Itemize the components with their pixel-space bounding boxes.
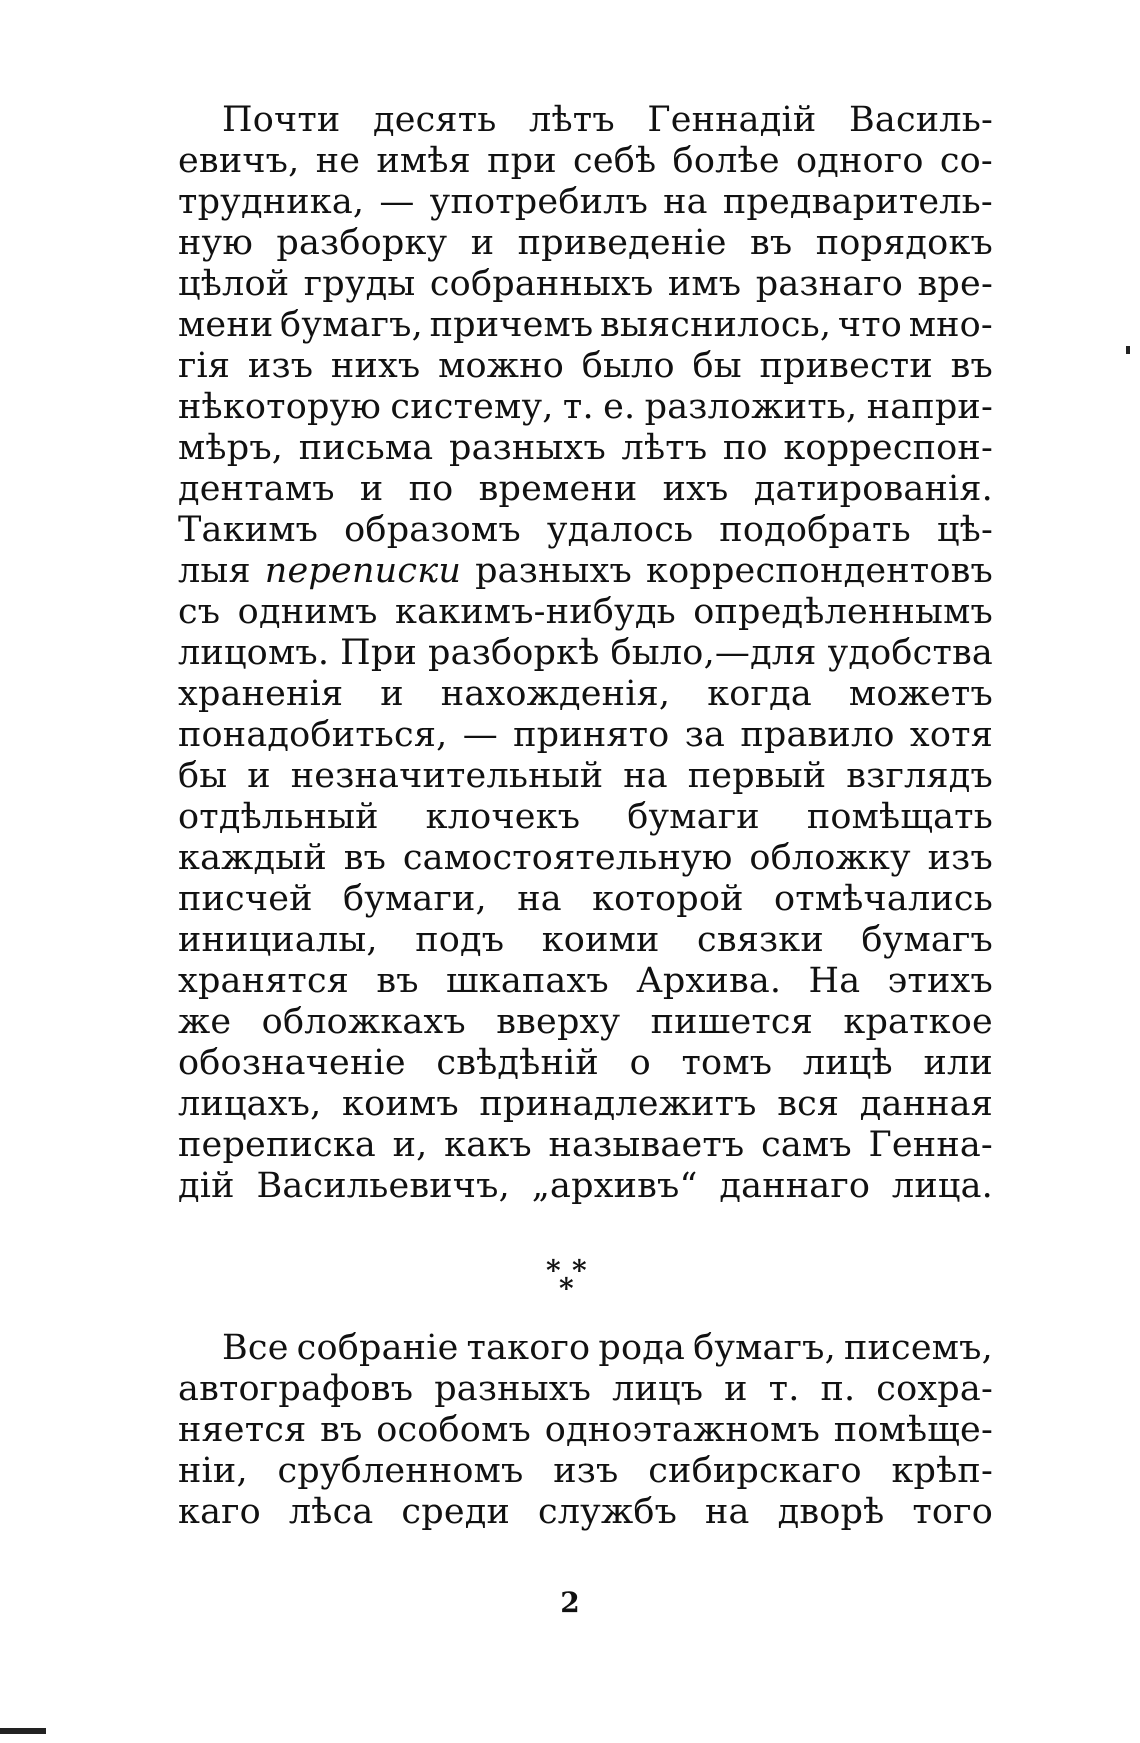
word: приведеніе: [517, 223, 727, 263]
word: каждый: [178, 838, 327, 878]
text-line: [178, 264, 993, 305]
word: на: [517, 879, 562, 919]
text-line: [178, 346, 993, 387]
word: На: [808, 961, 861, 1001]
word: разнаго: [755, 264, 904, 304]
word: употребилъ: [429, 182, 649, 222]
word: и,: [392, 1125, 428, 1165]
word: при: [487, 141, 557, 181]
word: что: [837, 305, 903, 345]
word: Почти: [222, 100, 341, 140]
word: собранныхъ: [429, 264, 654, 304]
word: въ: [343, 838, 387, 878]
svg-text:*: *: [559, 1272, 574, 1304]
word: одного: [795, 141, 924, 181]
word: взглядъ: [846, 756, 993, 796]
svg-text:*: *: [572, 1258, 587, 1287]
page-number: 2: [560, 1586, 580, 1619]
word: какимъ-нибудь: [395, 592, 676, 632]
word: не: [315, 141, 361, 181]
word: коимъ: [342, 1084, 459, 1124]
paragraph-2: [178, 1328, 993, 1533]
word: за: [684, 715, 726, 755]
word: груды: [303, 264, 416, 304]
text-line: [178, 1410, 993, 1451]
text-line: [178, 1492, 993, 1533]
word: разныхъ: [475, 551, 633, 591]
word: было,—для: [610, 633, 817, 673]
word: на: [623, 756, 668, 796]
word: съ: [178, 592, 221, 632]
word: выяснилось,: [600, 305, 832, 345]
word: мени: [178, 305, 274, 345]
text-line: [178, 223, 993, 264]
word: привести: [759, 346, 933, 386]
word: понадобиться,: [178, 715, 448, 755]
word: даннаго: [719, 1166, 871, 1206]
word: самъ: [761, 1125, 852, 1165]
svg-text:*: *: [546, 1258, 561, 1287]
word: письма: [298, 428, 434, 468]
text-line: [178, 1043, 993, 1084]
text-line: [178, 1166, 993, 1207]
word: себѣ: [573, 141, 657, 181]
word: на: [663, 182, 708, 222]
word: ихъ: [662, 469, 729, 509]
text-line: [178, 141, 993, 182]
word: цѣ-: [936, 510, 993, 550]
text-line: [178, 961, 993, 1002]
word: такого: [466, 1328, 591, 1368]
text-line: [178, 428, 993, 469]
word: датированія.: [753, 469, 993, 509]
word: лѣтъ: [529, 100, 615, 140]
word: и: [470, 223, 495, 263]
word: можно: [438, 346, 564, 386]
word: сибирскаго: [648, 1451, 862, 1491]
word: того: [912, 1492, 993, 1532]
word: лицѣ: [802, 1043, 893, 1083]
word: изъ: [927, 838, 993, 878]
word: разборкѣ: [428, 633, 600, 673]
word: разныхъ: [448, 428, 606, 468]
word: особомъ: [376, 1410, 531, 1450]
word: пишется: [650, 1002, 814, 1042]
text-line: [178, 1002, 993, 1043]
word: въ: [950, 346, 993, 386]
word: однимъ: [237, 592, 378, 632]
word: отмѣчались: [773, 879, 993, 919]
word: имѣя: [376, 141, 471, 181]
text-line: [178, 551, 993, 592]
word: среди: [401, 1492, 511, 1532]
word: со-: [939, 141, 993, 181]
word: связки: [697, 920, 824, 960]
word: называетъ: [548, 1125, 745, 1165]
word: Василь-: [848, 100, 993, 140]
word: —: [379, 182, 415, 222]
word: вся: [777, 1084, 840, 1124]
word: трудника,: [178, 182, 365, 222]
scan-mark: [1126, 346, 1130, 354]
word: корреспон-: [783, 428, 993, 468]
word: этихъ: [887, 961, 993, 1001]
section-separator: [0, 1258, 1140, 1310]
word: инициалы,: [178, 920, 378, 960]
word: десять: [372, 100, 497, 140]
text-line: [178, 879, 993, 920]
word: переписки: [264, 551, 462, 591]
word: по: [722, 428, 768, 468]
word: дій: [178, 1166, 235, 1206]
word: незначительный: [290, 756, 604, 796]
word: т.: [562, 387, 594, 427]
word: систему,: [390, 387, 554, 427]
text-line: [178, 1451, 993, 1492]
text-line: [178, 387, 993, 428]
word: нѣкоторую: [178, 387, 382, 427]
word: правило: [740, 715, 895, 755]
word: вверху: [496, 1002, 621, 1042]
word: писчей: [178, 879, 313, 919]
text-line: [178, 305, 993, 346]
word: гія: [178, 346, 231, 386]
word: первый: [687, 756, 827, 796]
word: коими: [541, 920, 660, 960]
word: —: [462, 715, 498, 755]
text-line: [178, 1369, 993, 1410]
word: въ: [376, 961, 419, 1001]
word: и: [724, 1369, 748, 1409]
word: одноэтажномъ: [544, 1410, 821, 1450]
word: было: [581, 346, 675, 386]
word: лицомъ.: [178, 633, 330, 673]
word: нахожденія,: [440, 674, 671, 714]
word: т.: [768, 1369, 800, 1409]
word: томъ: [681, 1043, 773, 1083]
word: мно-: [908, 305, 993, 345]
text-line: [178, 633, 993, 674]
word: и: [359, 469, 384, 509]
word: бумагъ,: [693, 1328, 836, 1368]
word: шкапахъ: [446, 961, 609, 1001]
word: отдѣльный: [178, 797, 379, 837]
text-line: [178, 920, 993, 961]
scan-mark: [0, 1728, 46, 1734]
paragraph-1: [178, 100, 993, 1207]
word: клочекъ: [425, 797, 581, 837]
asterism-icon: [540, 1258, 600, 1304]
word: бумагъ: [861, 920, 993, 960]
word: причемъ: [429, 305, 594, 345]
word: обложкахъ: [261, 1002, 466, 1042]
word: срубленномъ: [277, 1451, 524, 1491]
word: „архивъ“: [531, 1166, 698, 1206]
text-line: [178, 797, 993, 838]
word: какъ: [444, 1125, 532, 1165]
word: хотя: [909, 715, 993, 755]
word: самостоятельную: [402, 838, 733, 878]
word: сохра-: [876, 1369, 993, 1409]
word: крѣп-: [891, 1451, 993, 1491]
word: ную: [178, 223, 253, 263]
text-line: [178, 100, 993, 141]
word: разборку: [276, 223, 448, 263]
word: лѣтъ: [621, 428, 708, 468]
word: автографовъ: [178, 1369, 414, 1409]
word: мѣръ,: [178, 428, 284, 468]
word: обложку: [749, 838, 911, 878]
word: въ: [320, 1410, 363, 1450]
text-line: [178, 182, 993, 223]
word: Архива.: [636, 961, 782, 1001]
text-line: [178, 1125, 993, 1166]
word: изъ: [553, 1451, 619, 1491]
word: лыя: [178, 551, 251, 591]
word: няется: [178, 1410, 307, 1450]
word: образомъ: [344, 510, 521, 550]
word: изъ: [247, 346, 314, 386]
word: бы: [692, 346, 742, 386]
word: собраніе: [296, 1328, 459, 1368]
word: бумаги,: [342, 879, 487, 919]
word: когда: [707, 674, 812, 714]
word: имъ: [667, 264, 742, 304]
word: же: [178, 1002, 232, 1042]
word: принадлежитъ: [479, 1084, 757, 1124]
word: подобрать: [719, 510, 911, 550]
word: хранятся: [178, 961, 350, 1001]
word: ніи,: [178, 1451, 248, 1491]
word: опредѣленнымъ: [693, 592, 993, 632]
word: помѣщать: [806, 797, 993, 837]
word: лицъ: [612, 1369, 704, 1409]
word: п.: [820, 1369, 856, 1409]
word: дворѣ: [777, 1492, 885, 1532]
word: напри-: [866, 387, 993, 427]
word: обозначеніе: [178, 1043, 406, 1083]
word: предваритель-: [722, 182, 993, 222]
word: вре-: [917, 264, 993, 304]
word: службъ: [537, 1492, 678, 1532]
word: Такимъ: [178, 510, 319, 550]
word: писемъ,: [843, 1328, 993, 1368]
word: е.: [603, 387, 636, 427]
word: лица.: [891, 1166, 993, 1206]
word: бумагъ,: [280, 305, 423, 345]
word: корреспондентовъ: [646, 551, 993, 591]
word: данная: [859, 1084, 993, 1124]
word: подъ: [415, 920, 505, 960]
word: Геннадій: [647, 100, 817, 140]
word: лицахъ,: [178, 1084, 322, 1124]
word: Все: [222, 1328, 289, 1368]
word: храненія: [178, 674, 344, 714]
word: краткое: [843, 1002, 993, 1042]
text-line: [178, 674, 993, 715]
word: нихъ: [330, 346, 421, 386]
word: лѣса: [288, 1492, 374, 1532]
word: евичъ,: [178, 141, 300, 181]
word: дентамъ: [178, 469, 335, 509]
word: можетъ: [848, 674, 993, 714]
word: принято: [513, 715, 670, 755]
text-line: [178, 592, 993, 633]
text-line: [178, 756, 993, 797]
word: Васильевичъ,: [256, 1166, 510, 1206]
word: о: [629, 1043, 651, 1083]
word: времени: [478, 469, 638, 509]
word: удобства: [827, 633, 993, 673]
text-line: [178, 715, 993, 756]
word: болѣе: [672, 141, 780, 181]
word: свѣдѣній: [436, 1043, 599, 1083]
word: и: [247, 756, 271, 796]
word: переписка: [178, 1125, 376, 1165]
word: цѣлой: [178, 264, 290, 304]
text-line: [178, 838, 993, 879]
word: удалось: [546, 510, 694, 550]
text-line: [178, 1328, 993, 1369]
word: или: [923, 1043, 993, 1083]
text-line: [178, 510, 993, 551]
word: разложить,: [644, 387, 858, 427]
word: на: [705, 1492, 750, 1532]
word: бы: [178, 756, 228, 796]
word: При: [340, 633, 418, 673]
text-line: [178, 469, 993, 510]
word: рода: [598, 1328, 686, 1368]
word: и: [380, 674, 404, 714]
word: каго: [178, 1492, 261, 1532]
word: по: [408, 469, 454, 509]
word: которой: [592, 879, 744, 919]
word: бумаги: [627, 797, 760, 837]
text-line: [178, 1084, 993, 1125]
word: въ: [750, 223, 793, 263]
word: Генна-: [868, 1125, 993, 1165]
word: порядокъ: [815, 223, 993, 263]
word: разныхъ: [434, 1369, 592, 1409]
word: помѣще-: [833, 1410, 993, 1450]
